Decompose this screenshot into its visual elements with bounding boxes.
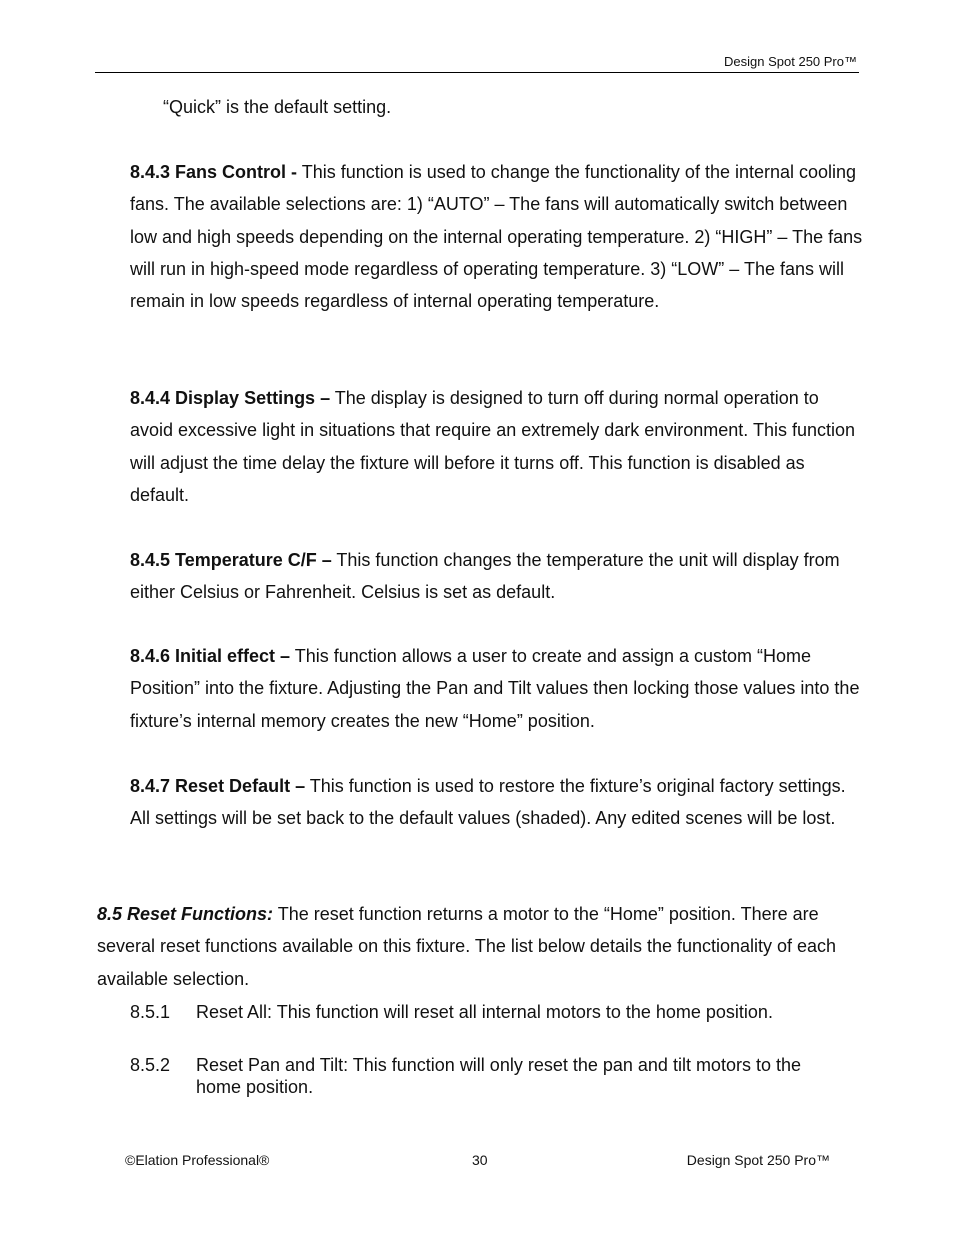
header-title: Design Spot 250 Pro™: [724, 54, 857, 69]
footer-page-number: 30: [472, 1152, 488, 1168]
section-heading: 8.4.7 Reset Default –: [130, 776, 306, 796]
section-body: This function changes the temperature the unit will display from either Celsius or Fahrenheit. Celsius is set as default.: [130, 550, 840, 603]
section-heading: 8.5 Reset Functions:: [97, 904, 274, 924]
section-reset-functions: [97, 898, 857, 995]
section-body: The display is designed to turn off during normal operation to avoid excessive light in situations that require an extremely dark environment. This function will adjust the time delay the fixture will before it turns off. This function is disabled as default.: [130, 388, 856, 505]
list-item-text: Reset Pan and Tilt: This function will only reset the pan and tilt motors to the home position.: [196, 1055, 801, 1097]
section-body: This function is used to change the functionality of the internal cooling fans. The available selections are: 1) “AUTO” – The fans will automatically switch between low and high speeds depending on the internal operating temperature. 2) “HIGH” – The fans will run in high-speed mode regardless of operating temperature. 3) “LOW” – The fans will remain in low speeds regardless of internal operating temperature.: [130, 162, 863, 312]
list-item-text: Reset All: This function will reset all internal motors to the home position.: [196, 1002, 773, 1022]
section-reset-default: [130, 770, 860, 835]
section-heading: 8.4.6 Initial effect –: [130, 646, 291, 666]
section-temperature: [130, 544, 860, 609]
footer-product-name: Design Spot 250 Pro™: [686, 1152, 830, 1168]
section-fans-control: [130, 156, 870, 317]
section-body: This function is used to restore the fixture’s original factory settings. All settings will be set back to the default values (shaded). Any edited scenes will be lost.: [130, 776, 846, 829]
list-item-number: 8.5.2: [130, 1055, 171, 1075]
section-body: The reset function returns a motor to the “Home” position. There are several reset functions available on this fixture. The list below details the functionality of each available selection.: [97, 904, 837, 989]
intro-text: “Quick” is the default setting.: [163, 97, 392, 117]
section-body: This function allows a user to create and assign a custom “Home Position” into the fixture. Adjusting the Pan and Tilt values then locking those values into the fixture’s internal memory creates the new “Home” position.: [130, 646, 860, 731]
footer-copyright: ©Elation Professional®: [125, 1152, 270, 1168]
section-display-settings: [130, 382, 860, 511]
section-initial-effect: [130, 640, 865, 737]
section-heading: 8.4.5 Temperature C/F –: [130, 550, 332, 570]
section-heading: 8.4.3 Fans Control -: [130, 162, 298, 182]
list-item-number: 8.5.1: [130, 1002, 171, 1022]
header-rule: [95, 72, 859, 73]
section-heading: 8.4.4 Display Settings –: [130, 388, 331, 408]
